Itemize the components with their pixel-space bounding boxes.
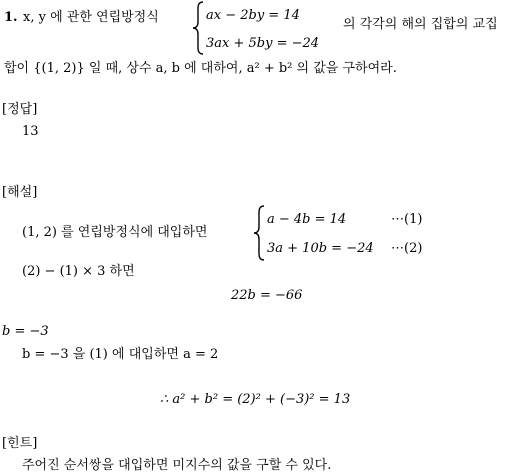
problem-line2: 합이 {(1, 2)} 일 때, 상수 a, b 에 대하여, a² + b² 의 값을 구하여라.: [4, 61, 397, 76]
solution-eq-1: a − 4b = 14: [267, 212, 347, 227]
answer-value: 13: [22, 124, 39, 139]
solution-step1-text: (1, 2) 를 연립방정식에 대입하면: [22, 225, 208, 240]
solution-eq-1-ref: ⋯(1): [391, 212, 423, 227]
hint-header: [힌트]: [2, 436, 38, 451]
problem-line1-suffix: 의 각각의 해의 집합의 교집: [343, 17, 498, 32]
solution-step3-text: b = −3: [2, 324, 49, 339]
system-brace: [192, 0, 206, 56]
solution-eq-2-ref: ⋯(2): [391, 241, 423, 256]
solution-header: [해설]: [2, 185, 38, 200]
system-eq-2: 3ax + 5by = −24: [206, 36, 320, 51]
solution-system-brace: [253, 204, 267, 262]
solution-conclusion: ∴ a² + b² = (2)² + (−3)² = 13: [160, 392, 351, 407]
problem-line1-prefix: x, y 에 관한 연립방정식: [23, 10, 159, 25]
solution-step2-eq: 22b = −66: [231, 288, 303, 303]
solution-step2-text: (2) − (1) × 3 하면: [22, 264, 135, 279]
solution-eq-2: 3a + 10b = −24: [267, 241, 374, 256]
problem-number: 1.: [4, 10, 18, 25]
hint-text: 주어진 순서쌍을 대입하면 미지수의 값을 구할 수 있다.: [22, 458, 332, 473]
answer-header: [정답]: [2, 102, 38, 117]
system-eq-1: ax − 2by = 14: [206, 8, 300, 23]
solution-step4-text: b = −3 을 (1) 에 대입하면 a = 2: [22, 347, 219, 362]
